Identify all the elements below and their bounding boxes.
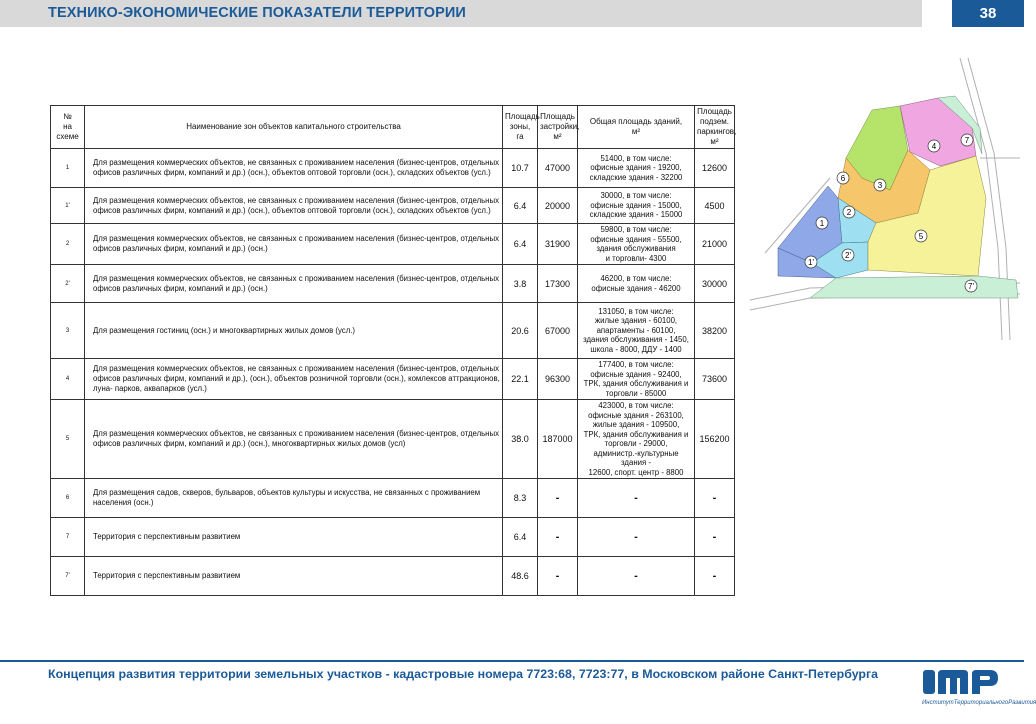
built-area: 17300 xyxy=(538,265,578,303)
zone-area: 10.7 xyxy=(503,149,538,188)
zone-label-7: 7 xyxy=(964,136,970,145)
total-floor-area: 46200, в том числе: офисные здания - 46200 xyxy=(578,265,695,303)
zone-label-6: 6 xyxy=(840,174,846,183)
built-area: 187000 xyxy=(538,400,578,479)
col-header-zone-area: Площадь зоны, га xyxy=(503,106,538,149)
zone-name: Для размещения коммерческих объектов, не связанных с проживанием населения (бизнес-центров, отдельных офисов различных фирм, компаний и др.) (осн.), объектов оптовой торговли (осн.), складских объектов (усл.) xyxy=(85,149,503,188)
zone-area: 48.6 xyxy=(503,557,538,596)
zone-label-4: 4 xyxy=(931,142,937,151)
total-floor-area: 177400, в том числе: офисные здания - 92400, ТРК, здания обслуживания и торговли - 85000 xyxy=(578,359,695,400)
parking-area: 12600 xyxy=(695,149,735,188)
indicators-table xyxy=(50,105,735,596)
col-header-built-area: Площадь застройки, м² xyxy=(538,106,578,149)
col-header-name: Наименование зон объектов капитального строительства xyxy=(85,106,503,149)
table-row xyxy=(51,518,735,557)
total-floor-area: - xyxy=(578,557,695,596)
row-num: 7' xyxy=(51,557,85,596)
parking-area: 4500 xyxy=(695,188,735,224)
parking-area: 21000 xyxy=(695,224,735,265)
table-row xyxy=(51,359,735,400)
total-floor-area: - xyxy=(578,518,695,557)
zone-label-5: 5 xyxy=(918,232,924,241)
row-num: 2' xyxy=(51,265,85,303)
page-title: ТЕХНИКО-ЭКОНОМИЧЕСКИЕ ПОКАЗАТЕЛИ ТЕРРИТОРИИ xyxy=(48,5,466,21)
row-num: 1 xyxy=(51,149,85,188)
zone-area: 22.1 xyxy=(503,359,538,400)
total-floor-area: 423000, в том числе: офисные здания - 263100, жилые здания - 109500, ТРК, здания обслуживания и торговли - 29000, администр.-культурные здания - 12600, спорт. центр - 8800 xyxy=(578,400,695,479)
zone-7b-area xyxy=(810,276,1018,298)
zone-area: 8.3 xyxy=(503,479,538,518)
zone-name: Территория с перспективным развитием xyxy=(85,557,503,596)
zone-label-3: 3 xyxy=(877,181,883,190)
built-area: - xyxy=(538,518,578,557)
zone-area: 38.0 xyxy=(503,400,538,479)
total-floor-area: - xyxy=(578,479,695,518)
col-header-num: № на схеме xyxy=(51,106,85,149)
page-number: 38 xyxy=(952,0,1024,27)
zone-label-7b: 7' xyxy=(968,282,974,291)
zone-area: 20.6 xyxy=(503,303,538,359)
total-floor-area: 59800, в том числе: офисные здания - 55500, здания обслуживания и торговли- 4300 xyxy=(578,224,695,265)
zone-name: Для размещения коммерческих объектов, не связанных с проживанием населения (бизнес-центров, отдельных офисов различных фирм, компаний и др.), (осн.), объектов розничной торговли (осн.), комлексов аттракционов, луна- парков, аквапарков (усл.) xyxy=(85,359,503,400)
total-floor-area: 51400, в том числе: офисные здания - 19200, складские здания - 32200 xyxy=(578,149,695,188)
zone-name: Территория с перспективным развитием xyxy=(85,518,503,557)
zone-area: 6.4 xyxy=(503,518,538,557)
table-row xyxy=(51,265,735,303)
total-floor-area: 131050, в том числе: жилые здания - 60100, апартаменты - 60100, здания обслуживания - 1450, школа - 8000, ДДУ - 1400 xyxy=(578,303,695,359)
built-area: 20000 xyxy=(538,188,578,224)
row-num: 2 xyxy=(51,224,85,265)
zone-label-1: 1 xyxy=(819,219,825,228)
zone-name: Для размещения коммерческих объектов, не связанных с проживанием населения (бизнес-центров, отдельных офисов различных фирм, компаний и др.) (осн.), многоквартирных жилых домов (усл) xyxy=(85,400,503,479)
table-row xyxy=(51,303,735,359)
row-num: 4 xyxy=(51,359,85,400)
zone-name: Для размещения коммерческих объектов, не связанных с проживанием населения (бизнес-центров, отдельных офисов различных фирм, компаний и др.) (осн.) xyxy=(85,265,503,303)
zone-label-2: 2 xyxy=(846,208,852,217)
parking-area: - xyxy=(695,557,735,596)
built-area: - xyxy=(538,557,578,596)
col-header-parking: Площадь подзем. паркингов, м² xyxy=(695,106,735,149)
parking-area: - xyxy=(695,479,735,518)
table-row xyxy=(51,557,735,596)
row-num: 5 xyxy=(51,400,85,479)
built-area: 31900 xyxy=(538,224,578,265)
table-row xyxy=(51,188,735,224)
zone-area: 6.4 xyxy=(503,188,538,224)
zone-area: 3.8 xyxy=(503,265,538,303)
table-row xyxy=(51,149,735,188)
table-row xyxy=(51,479,735,518)
table-row xyxy=(51,400,735,479)
zone-name: Для размещения коммерческих объектов, не связанных с проживанием населения (бизнес-центров, отдельных офисов различных фирм, компаний и др.) (осн.), объектов оптовой торговли (осн.), складских объектов (усл.) xyxy=(85,188,503,224)
built-area: 96300 xyxy=(538,359,578,400)
row-num: 3 xyxy=(51,303,85,359)
zone-label-2b: 2' xyxy=(845,251,851,260)
table-row xyxy=(51,224,735,265)
zoning-map xyxy=(750,58,1020,340)
row-num: 6 xyxy=(51,479,85,518)
row-num: 7 xyxy=(51,518,85,557)
built-area: - xyxy=(538,479,578,518)
zone-area: 6.4 xyxy=(503,224,538,265)
footer-divider xyxy=(0,660,1024,662)
parking-area: 73600 xyxy=(695,359,735,400)
row-num: 1' xyxy=(51,188,85,224)
logo-subtext: ИнститутТерриториальногоРазвития xyxy=(922,700,1036,706)
zone-name: Для размещения коммерческих объектов, не связанных с проживанием населения (бизнес-центров, отдельных офисов различных фирм, компаний и др.) (осн.) xyxy=(85,224,503,265)
built-area: 47000 xyxy=(538,149,578,188)
parking-area: - xyxy=(695,518,735,557)
parking-area: 156200 xyxy=(695,400,735,479)
parking-area: 30000 xyxy=(695,265,735,303)
zone-name: Для размещения гостиниц (осн.) и многоквартирных жилых домов (усл.) xyxy=(85,303,503,359)
col-header-total-floor: Общая площадь зданий, м² xyxy=(578,106,695,149)
zone-name: Для размещения садов, скверов, бульваров, объектов культуры и искусства, не связанных с проживанием населения (осн.) xyxy=(85,479,503,518)
total-floor-area: 30000, в том числе: офисные здания - 15000, складские здания - 15000 xyxy=(578,188,695,224)
footer-caption: Концепция развития территории земельных участков - кадастровые номера 7723:68, 7723:77, в Московском районе Санкт-Петербурга xyxy=(48,667,879,681)
zone-label-1b: 1' xyxy=(808,258,814,267)
parking-area: 38200 xyxy=(695,303,735,359)
built-area: 67000 xyxy=(538,303,578,359)
